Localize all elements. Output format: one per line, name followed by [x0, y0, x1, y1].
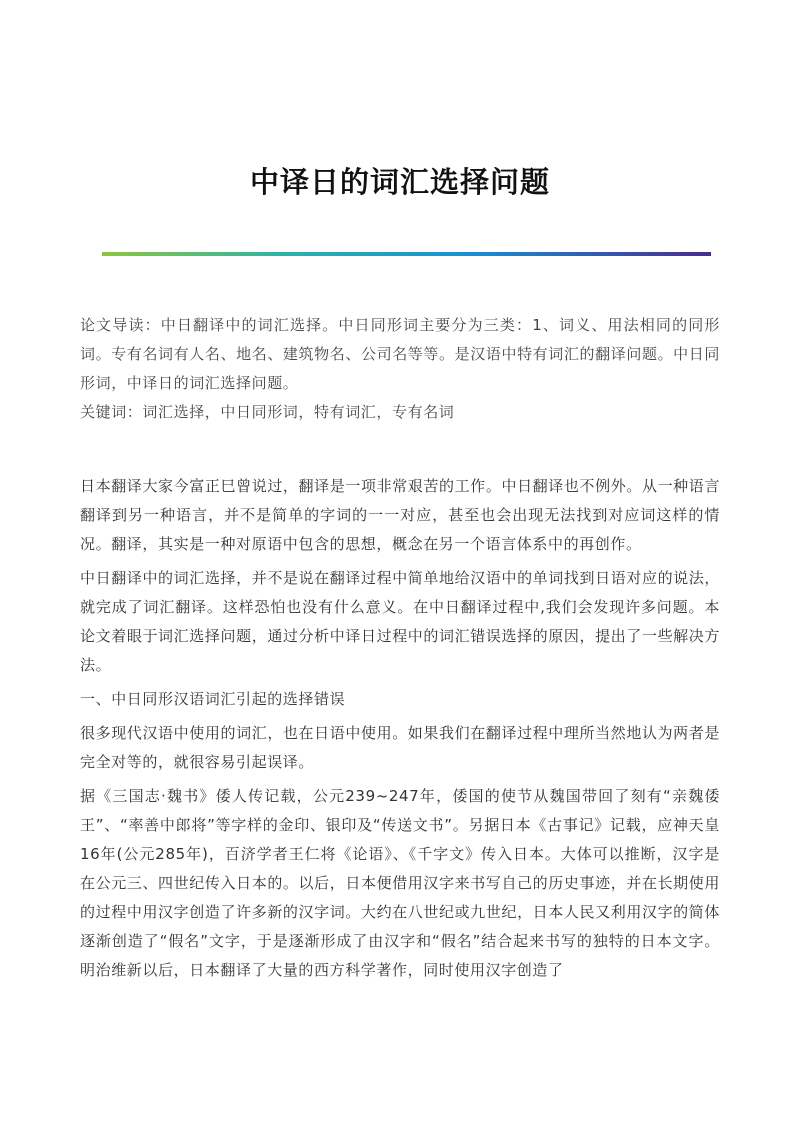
- body-paragraph-2: 中日翻译中的词汇选择，并不是说在翻译过程中简单地给汉语中的单词找到日语对应的说法，就完成了词汇翻译。这样恐怕也没有什么意义。在中日翻译过程中,我们会发现许多问题。本论文着眼于词汇选择问题，通过分析中译日过程中的词汇错误选择的原因，提出了一些解决方法。: [80, 569, 720, 674]
- abstract-text: 中日翻译中的词汇选择。中日同形词主要分为三类：1、词义、用法相同的同形词。专有名词有人名、地名、建筑物名、公司名等等。是汉语中特有词汇的翻译问题。中日同形词，中译日的词汇选择问题。: [80, 316, 720, 392]
- abstract-label: 论文导读：: [80, 316, 161, 334]
- body-paragraph-1: 日本翻译大家今富正巳曾说过，翻译是一项非常艰苦的工作。中日翻译也不例外。从一种语言翻译到另一种语言，并不是简单的字词的一一对应，甚至也会出现无法找到对应词这样的情况。翻译，其实是一种对原语中包含的思想，概念在另一个语言体系中的再创作。: [80, 477, 720, 553]
- keywords-label: 关键词：: [80, 403, 143, 421]
- body-section: [80, 472, 720, 990]
- abstract-paragraph: [80, 311, 720, 398]
- body-paragraph-4: 据《三国志·魏书》倭人传记载，公元239~247年，倭国的使节从魏国带回了刻有“亲魏倭王”、“率善中郎将”等字样的金印、银印及“传送文书”。另据日本《古事记》记载，应神天皇16年(公元285年)，百济学者王仁将《论语》、《千字文》传入日本。大体可以推断，汉字是在公元三、四世纪传入日本的。以后，日本便借用汉字来书写自己的历史事迹，并在长期使用的过程中用汉字创造了许多新的汉字词。大约在八世纪或九世纪，日本人民又利用汉字的简体逐渐创造了“假名”文字，于是逐渐形成了由汉字和“假名”结合起来书写的独特的日本文字。明治维新以后，日本翻译了大量的西方科学著作，同时使用汉字创造了: [80, 787, 720, 979]
- keywords-paragraph: [80, 398, 720, 427]
- body-paragraph-3: 很多现代汉语中使用的词汇，也在日语中使用。如果我们在翻译过程中理所当然地认为两者是完全对等的，就很容易引起误译。: [80, 724, 720, 771]
- keywords-text: 词汇选择，中日同形词，特有词汇，专有名词: [142, 403, 455, 421]
- page-title: 中译日的词汇选择问题: [249, 165, 550, 199]
- section-heading-1: 一、中日同形汉语词汇引起的选择错误: [80, 690, 346, 708]
- abstract-section: [80, 311, 720, 427]
- title-divider: [102, 252, 711, 256]
